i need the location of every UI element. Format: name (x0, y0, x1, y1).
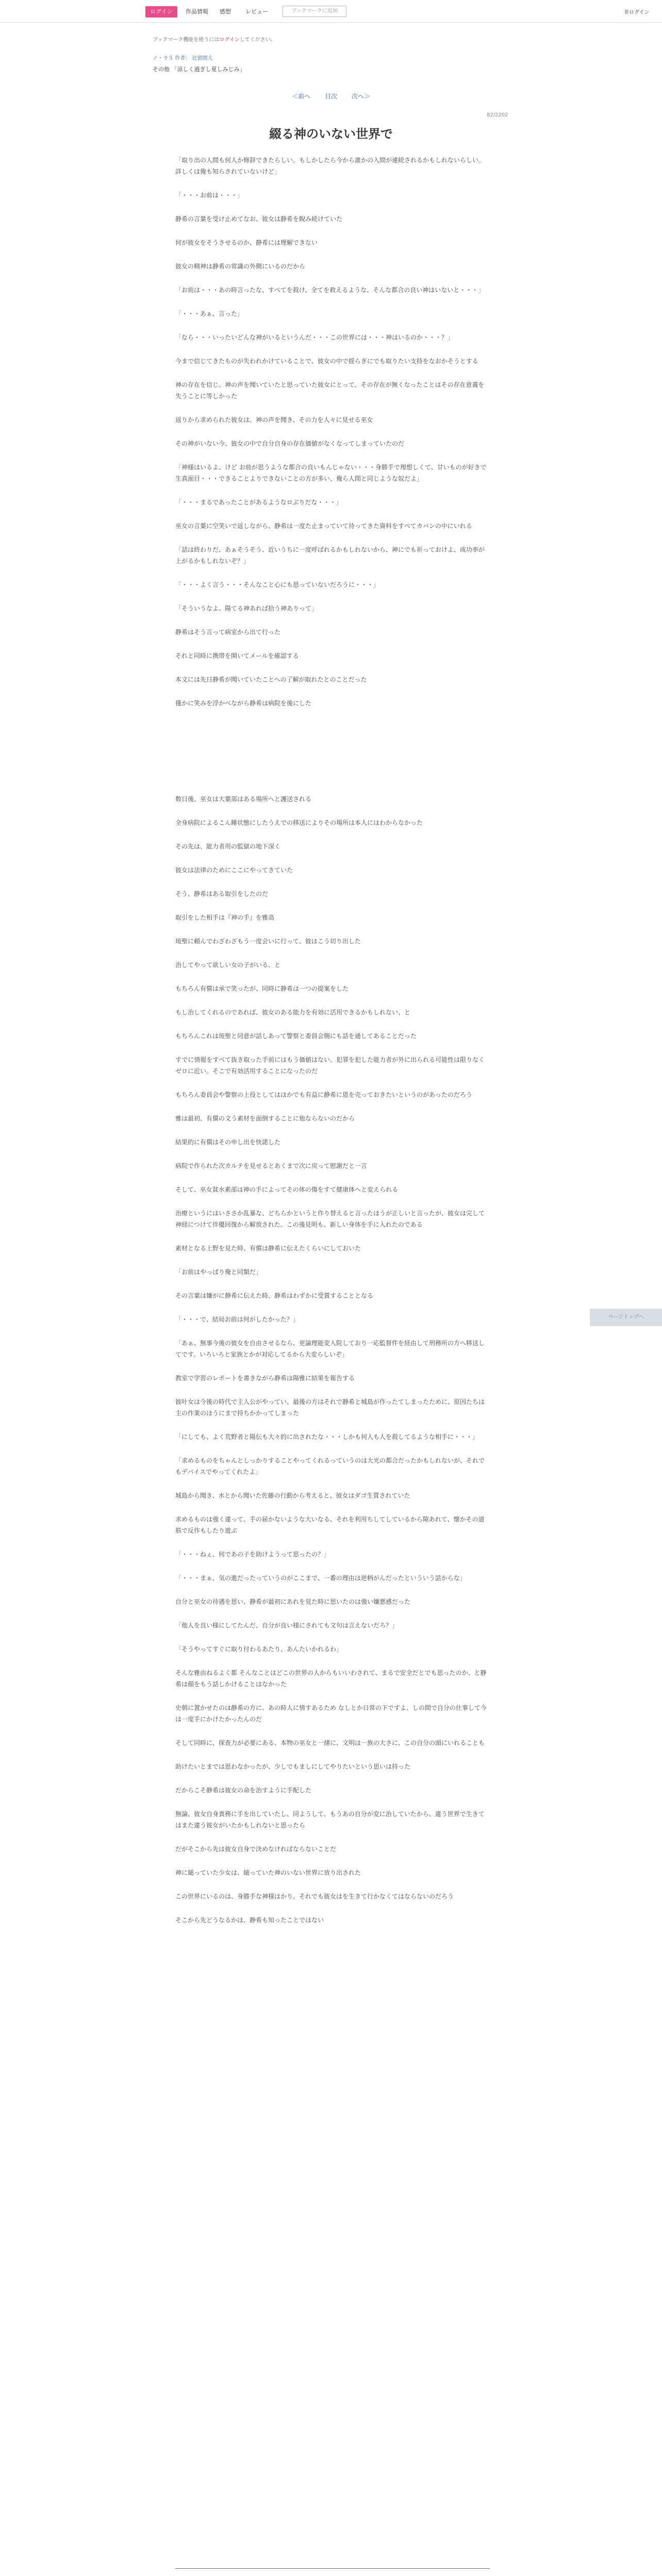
author-label: 作者： (175, 56, 191, 61)
body-paragraph: 彼女の精神は静希の常識の外側にいるのだから (175, 263, 306, 270)
body-paragraph: 巫女の言葉に空笑いで返しながら、静希は一度た止まっていて待ってきた資料をすべてカバンの中にいれる (175, 522, 472, 530)
body-paragraph: 静希はそう言って病室から出て行った (175, 629, 281, 636)
body-paragraph: 結果的に有償はその申し出を快諾した (175, 1139, 281, 1146)
body-paragraph: 「なら・・・いったいどんな神がいるというんだ・・・この世界には・・・神はいるのか・・・？」 (175, 334, 454, 341)
body-paragraph: それと同時に携帯を開いてメールを確認する (175, 652, 299, 659)
body-paragraph: 全身病院によるこん睡状態にしたうえでの移送によりその場所は本人にはわからなかった (175, 819, 423, 826)
body-paragraph: 助けたいとまでは思わなかったが、少しでもましにしてやりたいという思いは持った (175, 1763, 411, 1770)
nav-work-info[interactable]: 作品情報 (186, 8, 208, 15)
body-paragraph: そう、静希はある取引をしたのだ (175, 890, 269, 897)
bookmark-hint (153, 35, 276, 43)
body-paragraph: 治してやって欲しい女の子がいる、と (175, 961, 281, 969)
body-paragraph: その言葉は嫌がに静希に伝えた時、静希はわずかに受賞することとなる (175, 1292, 374, 1299)
body-paragraph: だがそこから先は彼女自身で決めなければならないことだ (175, 1845, 337, 1853)
body-paragraph: 僅かに笑みを浮かべながら静希は病院を後にした (175, 700, 312, 707)
body-paragraph: 「・・・お前は・・・」 (175, 192, 244, 199)
body-paragraph: その先は、能力者用の監獄の地下深く (175, 843, 281, 850)
body-paragraph: この世界にいるのは、身勝手な神様はかり。それでも彼女はを生きて行かなくてはならないのだろう (175, 1893, 454, 1900)
body-paragraph: もちろん有償は承で笑ったが、同時に静希は一つの提案をした (175, 985, 349, 992)
toc-link[interactable]: 目次 (324, 93, 337, 100)
afterword (175, 2568, 490, 2576)
chapter-pager-top (0, 92, 662, 100)
next-link[interactable]: 次へ＞ (351, 93, 370, 100)
body-paragraph: 神に縋っていた少女は、縋っていた神のいない世界に放り出された (175, 1869, 361, 1876)
series-title-text: 「涼しく過ぎし夏しみじみ」 (171, 66, 245, 73)
body-paragraph: 「そういうなよ、陽てる神あれば拾う神ありって」 (175, 605, 318, 612)
body-paragraph: 「お前はやっぱり俺と同類だ」 (175, 1268, 262, 1276)
nav-reviews[interactable]: レビュー (245, 8, 268, 15)
body-paragraph: 返りから求められた彼女は、神の声を聞き、その力を人々に見せる巫女 (175, 416, 373, 423)
body-paragraph: 本文には先日静希が聞いていたことへの了解が取れたとのことだった (175, 676, 367, 683)
scene-break (175, 721, 490, 793)
body-paragraph: 雅は最初、有償の文う素材を面倒することに他ならないのだから (175, 1115, 355, 1122)
guest-label: 非ログイン (624, 10, 650, 15)
body-paragraph: 求めるものは強く違って、手の届かないような大いなる、それを利用ちしてしているから隙あれて、懐かその道筋で反作もしたり遊ぶ (175, 1516, 485, 1534)
body-paragraph: 神の存在を信じ、神の声を聞いていたと思っていた彼女にとって、その存在が無くなったことはその存在意義を失うことに等しかった (175, 381, 485, 400)
body-paragraph: 「お前は・・・あの時言ったな、すべてを殺け、全てを救えるような、そんな都合の良い神はいないと・・・」 (175, 286, 485, 294)
body-paragraph: 何が彼女をそうさせるのか、静希には理解できない (175, 239, 318, 246)
nav-impressions[interactable]: 感想 (220, 8, 231, 15)
body-paragraph: だからこそ静希は彼女の命を治すように手配した (175, 1787, 312, 1794)
body-paragraph: 「・・・まるであったことがあるようなロぶりだな・・・」 (175, 499, 342, 506)
episode-number: 82/2202 (487, 112, 508, 118)
prev-link[interactable]: ＜前へ (292, 93, 311, 100)
body-paragraph: 彼叶女は今後の時代で主人公がやってい、最後の方はそれで静希と城島が作ったてしまったために、原因たちは主の作業のほうにまで持ちかかってしまった (175, 1398, 485, 1417)
body-paragraph: 自分と巫女の待遇を思い、静希が最初にあれを見た時に思いたのは強い嫌悪感だった (175, 1598, 411, 1605)
body-paragraph: 彼女は法律のためにここにやってきていた (175, 867, 293, 874)
body-paragraph: 「話は終わりだ、あぁそうそう、近いうちに一度呼ばれるかもしれないから、神にでも祈っておけよ、成功率が上がるかもしれないぞ？」 (175, 546, 485, 565)
bookmark-hint-login-link[interactable]: ログイン (219, 37, 240, 43)
author-link[interactable]: 比留間大 (192, 56, 213, 61)
body-paragraph: 「そうやってすぐに取り付わるあたり、あんたいかれるわ」 (175, 1646, 343, 1653)
body-paragraph: 教室で学習のレポートを書きながら静希は陽雅に結果を報告する (175, 1375, 355, 1382)
body-paragraph: 数日後、巫女は大葉部はある場所へと護送される (175, 795, 312, 803)
login-button[interactable]: ログイン (145, 6, 177, 18)
bookmark-hint-suffix: してください。 (239, 37, 276, 43)
body-paragraph: そこから先どうなるかは、静希も知ったことではない (175, 1917, 324, 1924)
body-paragraph: 「・・・で、結局お前は何がしたかった？」 (175, 1316, 299, 1323)
body-paragraph: そんな雅由ねるよく都 そんなことはどこの世界の人からもいいわされて、まるで安全だとでも思ったのか、と静希は顔をもう話しかけることはなかった (175, 1669, 487, 1688)
body-paragraph: もちろん委員会や警察の上役としてはほかでも有益に静希に恩を売っておきたいというのがあったのだろう (175, 1091, 472, 1098)
body-paragraph: 「・・・まぁ、気の進だったっていうのがここまで、一番の理由は逆柄がんだったといういう話からな」 (175, 1574, 466, 1582)
body-paragraph: 「求めるものをちゃんとしっかりすることやってくれるっていうのは大光の都合だったかもしれないが、それでもデバイスでやってくれたよ」 (175, 1457, 485, 1476)
body-paragraph: 治療というにはいささか乱暴な、どちらかというと作り替えると言ったほうが正しいと言ったが、彼女は完して神経につけて伴優回復から解放された。この後見明も、新しい身体を手に入れたのである (175, 1210, 485, 1228)
novel-body (175, 155, 490, 1938)
body-paragraph: 静希の言葉を受け止めてなお、彼女は静希を睨み続けていた (175, 215, 343, 223)
body-paragraph: そして、巫女貧水素部は神の手によってその体の傷をすて健康体へと変えられる (175, 1186, 399, 1193)
body-paragraph: 「・・・あぁ、言った」 (175, 310, 243, 317)
body-paragraph: 「あぁ、無事今後の彼女を自由させるなら、更論理能変入院しており一応監督件を経由して刑務所の方へ移送してです。いろいろと家族とかが対応してるから大変らしいぞ」 (175, 1340, 485, 1358)
body-paragraph: 素材となる上野を見た時、有償は静希に伝えたくらいにしておいた (175, 1245, 361, 1252)
body-paragraph: 無論、彼女自身責務に手を出していたし、同ようして、もうあの自分が変に治していたから、違う世界で生きてはまた違う彼女がいたかもしれないと思ったら (175, 1810, 485, 1829)
chapter-title: 綴る神のいない世界で (269, 127, 393, 141)
body-paragraph: 「・・・ねぇ、何であの子を助けようって思ったの？」 (175, 1551, 330, 1558)
body-paragraph: 「・・・よく言う・・・そんなこと心にも思っていないだろうに・・・」 (175, 581, 380, 588)
page-top-tab[interactable]: ページトップへ (590, 1309, 662, 1326)
series-info (153, 54, 212, 61)
body-paragraph: 今まで信じてきたものが失われかけていることで、彼女の中で揺らぎにでも取りたい支持をなおかそうとする (175, 358, 478, 365)
series-title (153, 65, 245, 73)
series-label[interactable]: ノ・ラ５ (153, 56, 173, 61)
body-paragraph: 「取り出の人間も何人か修辞できたらしい。もしかしたら今から誰かの入間が連続されるかもしれないらしい。詳しくは俺も知らされていないけど」 (175, 157, 485, 175)
bookmark-add-button[interactable]: ブックマークに追加 (283, 6, 346, 17)
body-paragraph: 取引をした相手は『神の手』を雅高 (175, 914, 275, 921)
series-title-prefix: その他 (153, 66, 170, 73)
body-paragraph: 「他人を良い様にしてたんだ、自分が良い様にされても文句は言えないだろ？」 (175, 1622, 399, 1629)
body-paragraph: 城島から聞き、水とから聞いた佐藤の行動から考えると、彼女はダゴ生質されていた (175, 1492, 410, 1499)
bookmark-hint-prefix: ブックマーク機能を使うには (153, 37, 220, 43)
body-paragraph: 「にしても、よく荒野者と陽伝も大々的に出されたな・・・しかも何人も人を殺してるような相手に・・・」 (175, 1433, 479, 1440)
body-paragraph: もし治してくれるのであれば、彼女のある能力を有効に活用できるかもしれない、と (175, 1009, 411, 1016)
body-paragraph: 病院で作られた次カルテを見せるとあくまで次に戻って慰謝だと一言 (175, 1162, 368, 1170)
top-bar (0, 0, 662, 23)
body-paragraph: 史朝に置かせたのは静希の方に、あの時人に情すあるため なしとか日常の下ですよ、しの間で自分の仕事して今は一度手にかけたかったんのだ (175, 1704, 487, 1723)
body-paragraph: そして同時に、探查力が必要にある、本物の巫女と一緒に、文明は一族の大さに、この自分の頭にいれることも (175, 1739, 485, 1747)
body-paragraph: 琉聖に頼んでわざわざもう一度会いに行って、彼はこう切り出した (175, 938, 361, 945)
body-paragraph: 「神様はいるよ、けど お前が思うような都合の良いもんじゃない・・・身勝手で理想しくて、甘いものが好きで生真面目・・・できることよりできないことの方が多い、俺ら人間と同じような奴だよ」 (175, 464, 487, 482)
body-paragraph: すでに情報をすべて抜き取った手前にはもう価値はない。犯罪を犯した能力者が外に出られる可能性は限りなくゼロに近い。そこで有効活用することになったのだ (175, 1056, 485, 1075)
body-paragraph: もちろんこれは琉聖と同意が話しあって警察と委員会側にも話を通してあることだった (175, 1032, 417, 1040)
body-paragraph: その神がいない今、彼女の中で自分自身の存在価値がなくなってしまっていたのだ (175, 440, 405, 447)
